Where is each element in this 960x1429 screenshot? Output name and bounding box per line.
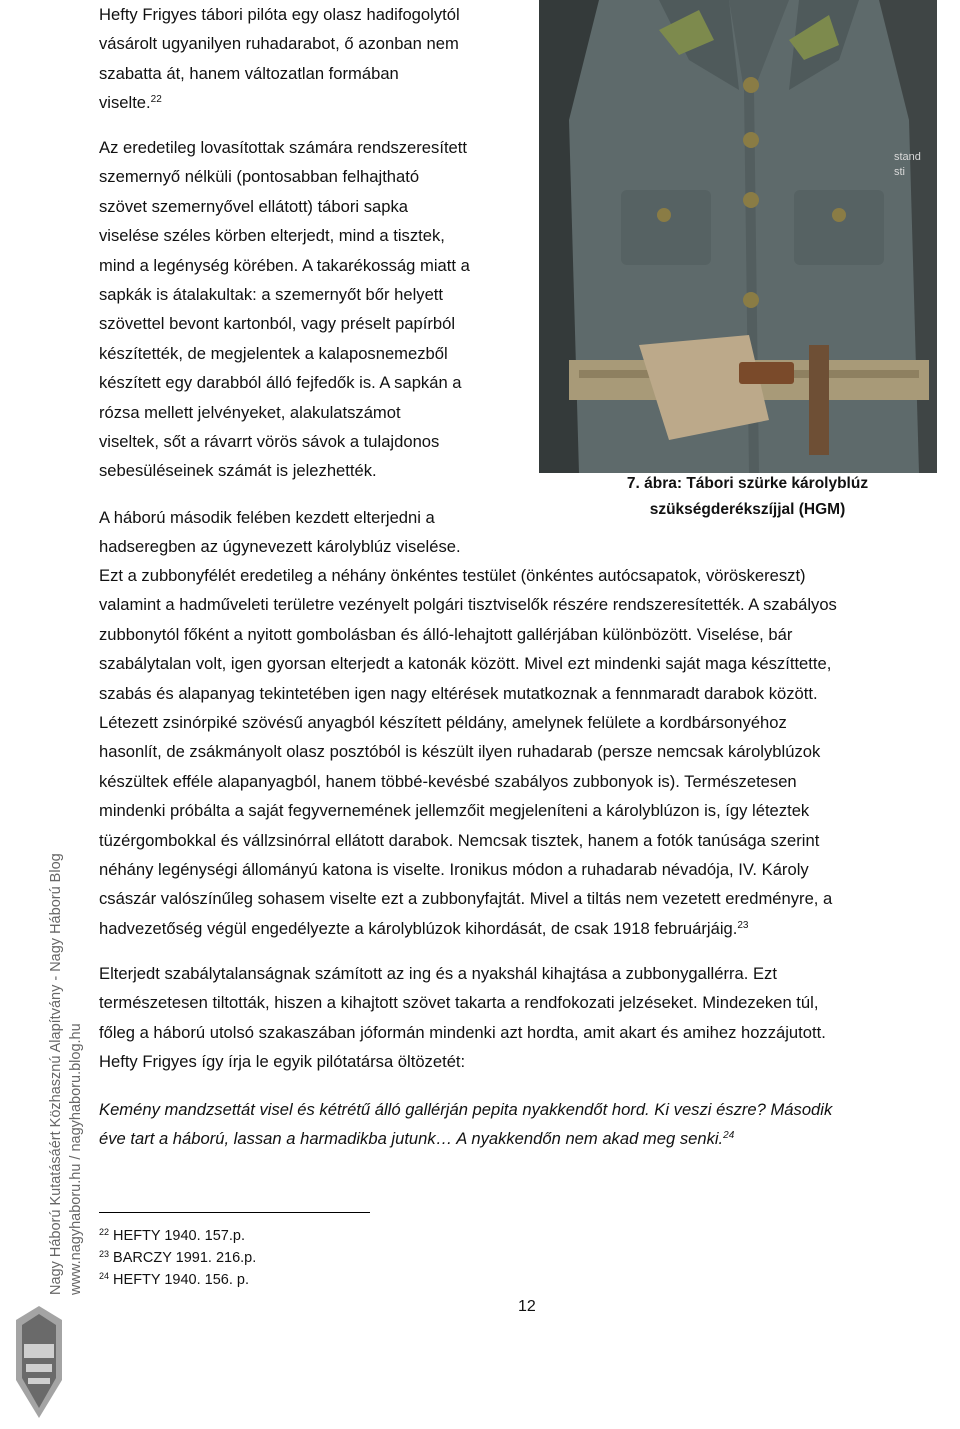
text-line: Létezett zsinórpiké szövésű anyagból készített példány, amelynek felülete a kordbársonyéhoz bbox=[99, 713, 787, 733]
text-line: Elterjedt szabálytalanságnak számított az ing és a nyakshál kihajtása a zubbonygallérra. Ezt bbox=[99, 964, 777, 983]
text-line: Hefty Frigyes így írja le egyik pilótatársa öltözetét: bbox=[99, 1052, 466, 1072]
svg-text:stand: stand bbox=[894, 151, 921, 163]
uniform-photo bbox=[539, 0, 937, 473]
text-line: éve tart a háború, lassan a harmadikba jutunk… A nyakkendőn nem akad meg senki. bbox=[99, 1129, 724, 1149]
text-line: viseltek, sőt a rávarrt vörös sávok a tulajdonos bbox=[99, 432, 440, 452]
text-line: szabás és alapanyag tekintetében igen nagy eltérések mutatkoznak a fennmaradt darabok között. bbox=[99, 683, 818, 703]
text-line: vásárolt ugyanilyen ruhadarabot, ő azonban nem bbox=[99, 34, 459, 54]
footnote-24 bbox=[99, 1270, 249, 1290]
text-line: A háború második felében kezdett elterjedni a bbox=[99, 508, 435, 527]
text-line: rózsa mellett jelvényeket, alakulatszámot bbox=[99, 402, 401, 422]
page-number: 12 bbox=[518, 1298, 536, 1315]
footnote-separator bbox=[99, 1212, 370, 1213]
text-line: készítették, de megjelentek a kalaposnemezből bbox=[99, 343, 448, 363]
footnote-number: 22 bbox=[99, 1227, 110, 1237]
figure-caption-line-1: 7. ábra: Tábori szürke károlyblúz bbox=[626, 475, 869, 492]
intro-paragraph-3 bbox=[99, 503, 523, 562]
text-line: Az eredetileg lovasítottak számára rendszeresített bbox=[99, 138, 468, 157]
text-line: sapkák is átalakultak: a szemernyőt bőr helyett bbox=[99, 285, 444, 305]
footnote-ref[interactable]: 24 bbox=[723, 1130, 735, 1142]
text-line: szövettel bevont kartonból, vagy préselt papírból bbox=[99, 314, 456, 334]
intro-paragraph-2 bbox=[99, 133, 523, 486]
text-line: hadseregben az úgynevezett károlyblúz viselése. bbox=[99, 537, 461, 557]
footnote-number: 23 bbox=[99, 1249, 110, 1259]
text-line: Ezt a zubbonyfélét eredetileg a néhány önkéntes testület (önkéntes autócsapatok, vöröskereszt) bbox=[99, 566, 806, 585]
footnote-text: BARCZY 1991. 216.p. bbox=[113, 1250, 257, 1266]
text-line: Hefty Frigyes tábori pilóta egy olasz hadifogolytól bbox=[99, 5, 460, 24]
text-line: szemernyő nélküli (pontosabban felhajtható bbox=[99, 167, 420, 187]
text-line: tüzérgombokkal és vállzsinórral ellátott darabok. Nemcsak tisztek, hanem a fotók tanúsága szerint bbox=[99, 830, 820, 850]
text-line: szabatta át, hanem változatlan formában bbox=[99, 63, 399, 83]
text-line: viselése széles körben elterjedt, mind a tisztek, bbox=[99, 226, 445, 246]
text-line: viselte. bbox=[99, 93, 151, 113]
footnote-22 bbox=[99, 1226, 245, 1246]
text-line: mindenki próbálta a saját fegyvernemének jellemzőit megjeleníteni a károlyblúzon is, így léteztek bbox=[99, 801, 810, 821]
text-line: hasonlít, de zsákmányolt olasz posztóból is készült ilyen ruhadarab (persze nemcsak károlyblúzok bbox=[99, 742, 821, 762]
text-line: valamint a hadműveleti területre vezényelt polgári tisztviselők részére rendszeresítették. A szabályos bbox=[99, 595, 837, 615]
sidebar-line-1: Nagy Háború Kutatásáért Közhasznú Alapítvány - Nagy Háború Blog bbox=[48, 853, 64, 1295]
text-line: főleg a háború utolsó szakaszában jóformán mindenki azt hordta, amit akart és amihez hozzájutott. bbox=[99, 1022, 826, 1042]
text-line: császár valószínűleg sohasem viselte ezt a zubbonyfajtát. Mivel a tiltás nem vezetett eredményre, a bbox=[99, 889, 833, 909]
quote-paragraph bbox=[99, 1095, 957, 1154]
footnote-ref[interactable]: 22 bbox=[150, 94, 162, 106]
text-line: néhány legénységi állományú katona is viselte. Ironikus módon a ruhadarab névadója, IV. Károly bbox=[99, 860, 809, 880]
text-line: készített egy darabból álló fejfedők is. A sapkán a bbox=[99, 373, 462, 393]
footnote-ref[interactable]: 23 bbox=[737, 919, 749, 931]
svg-text:sti: sti bbox=[894, 166, 905, 178]
text-line: hadvezetőség végül engedélyezte a károlyblúzok kihordását, de csak 1918 februárjáig. bbox=[99, 918, 738, 938]
text-line: készültek efféle alapanyagból, hanem többé-kevésbé szabályos zubbonyok is). Természetesen bbox=[99, 771, 797, 791]
body-paragraph-2 bbox=[99, 959, 957, 1077]
text-line: szövet szemernyővel ellátott) tábori sapka bbox=[99, 196, 408, 216]
nagy-haboru-logo bbox=[4, 1300, 74, 1425]
body-paragraph-1 bbox=[99, 561, 957, 943]
intro-paragraph-1 bbox=[99, 0, 523, 118]
text-line: természetesen tiltották, hiszen a kihajtott szövet takarta a rendfokozati jelzéseket. Mindezeken túl, bbox=[99, 993, 819, 1013]
footnote-text: HEFTY 1940. 157.p. bbox=[113, 1228, 245, 1244]
text-line: mind a legénység körében. A takarékosság miatt a bbox=[99, 255, 470, 275]
figure-caption-line-2: szükségderékszíjjal (HGM) bbox=[649, 501, 846, 518]
text-line: zubbonytól főként a nyitott gombolásban és álló-lehajtott gallérjában különbözött. Viselése, bár bbox=[99, 624, 793, 644]
sidebar-watermark bbox=[46, 815, 86, 1295]
sidebar-line-2: www.nagyhaboru.hu / nagyhaboru.blog.hu bbox=[68, 1023, 84, 1295]
footnote-23 bbox=[99, 1248, 256, 1268]
text-line: szabálytalan volt, igen gyorsan elterjedt a katonák között. Mivel ezt mindenki saját maga készíttette, bbox=[99, 654, 832, 674]
text-line: Kemény mandzsettát visel és kétrétű álló gallérján pepita nyakkendőt hord. Ki veszi észre? Második bbox=[99, 1100, 833, 1119]
text-line: sebesüléseinek számát is jelezhették. bbox=[99, 461, 377, 481]
footnote-text: HEFTY 1940. 156. p. bbox=[113, 1272, 249, 1288]
footnote-number: 24 bbox=[99, 1271, 110, 1281]
